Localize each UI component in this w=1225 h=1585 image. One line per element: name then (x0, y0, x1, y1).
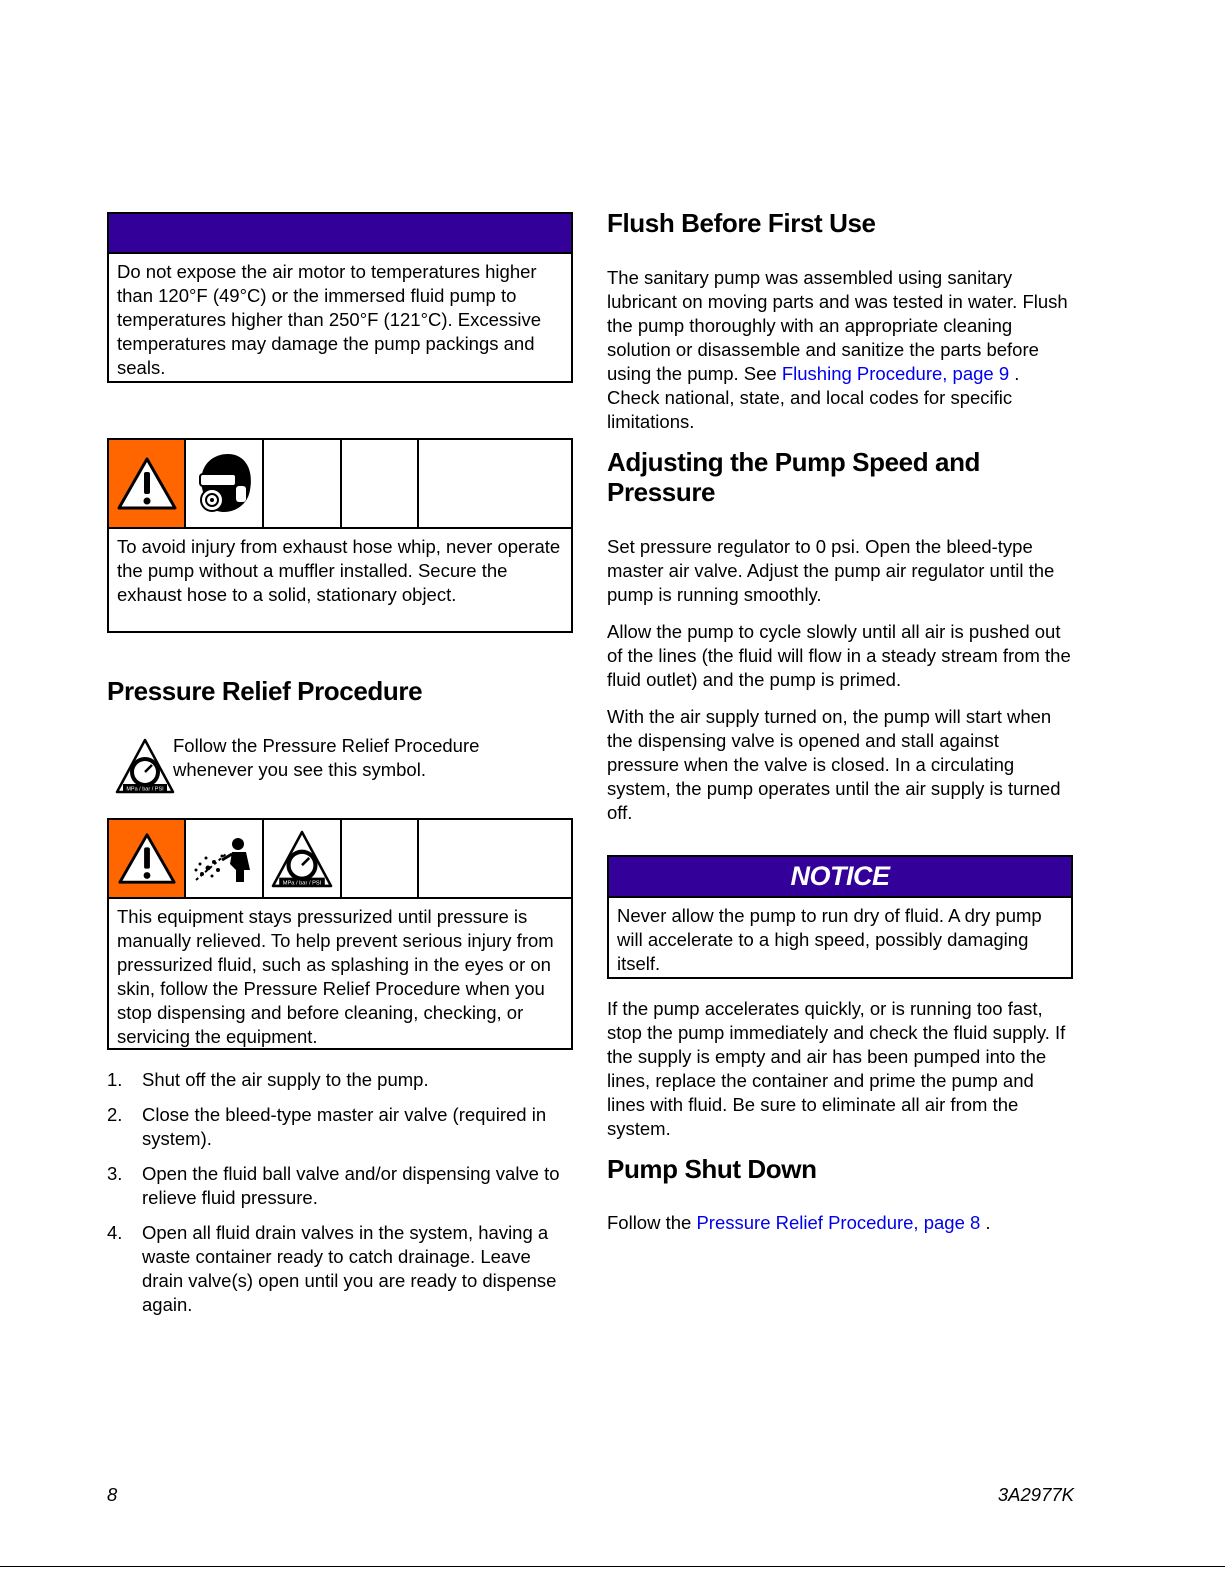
respirator-cell (186, 440, 264, 527)
pressure-gauge-icon (270, 830, 334, 888)
accelerate-text: If the pump accelerates quickly, or is running too fast, stop the pump immediately and check the fluid supply. If the supply is empty and air has been pumped into the lines, replace the container and prime the pump and lines with fluid. Be sure to eliminate all air from the system. (607, 998, 1066, 1139)
exhaust-warning-box (107, 438, 573, 633)
document-code: 3A2977K (997, 1484, 1074, 1505)
caution-text: Do not expose the air motor to temperatures higher than 120°F (49°C) or the immersed fluid pump to temperatures higher than 250°F (121°C). Excessive temperatures may damage the pump packings and seals. (117, 261, 542, 378)
empty-hazard-cell-4 (342, 820, 419, 897)
list-item (107, 1162, 573, 1210)
flush-text (607, 266, 1073, 434)
pressure-relief-symbol-icon (115, 738, 175, 794)
list-item (107, 1221, 573, 1317)
page-number: 8 (107, 1484, 118, 1505)
adjusting-paragraph-3: With the air supply turned on, the pump will start when the dispensing valve is opened and stall against pressure when the valve is closed. In a circulating system, the pump operates until the air supply is turned off. (607, 706, 1061, 823)
empty-hazard-cell-3 (419, 440, 571, 527)
flush-heading: Flush Before First Use (607, 208, 876, 238)
adjusting-paragraph-2: Allow the pump to cycle slowly until all air is pushed out of the lines (the fluid will flow in a steady stream from the fluid outlet) and the pump is primed. (607, 621, 1071, 690)
pressure-relief-link[interactable]: Pressure Relief Procedure, page 8 (696, 1212, 981, 1233)
step-number: 4. (107, 1222, 123, 1243)
hazard-icon-row-2 (109, 820, 571, 899)
flush-text-after: . Check national, state, and local codes for specific limitations. (607, 363, 1020, 432)
flush-text-before: The sanitary pump was assembled using sanitary lubricant on moving parts and was tested in water. Flush the pump thoroughly with an appropriate cleaning solution or disassemble and sanitize the parts before using the pump. See (607, 267, 1068, 384)
pressurized-warning-text: This equipment stays pressurized until pressure is manually relieved. To help prevent serious injury from pressurized fluid, such as splashing in the eyes or on skin, follow the Pressure Relief Procedure when you stop dispensing and before cleaning, checking, or servicing the equipment. (117, 906, 554, 1047)
adjusting-heading: Adjusting the Pump Speed and Pressure (607, 447, 981, 507)
splash-injury-cell (186, 820, 264, 897)
list-item (107, 1068, 573, 1092)
gauge-caption: MPa / bar / PSI (282, 879, 322, 886)
pressure-relief-heading: Pressure Relief Procedure (107, 676, 423, 706)
splash-injury-icon (192, 834, 256, 884)
shutdown-text-after: . (980, 1212, 991, 1233)
step-text: Open the fluid ball valve and/or dispensing valve to relieve fluid pressure. (142, 1163, 560, 1208)
hazard-icon-row (109, 440, 571, 529)
empty-hazard-cell-2 (342, 440, 419, 527)
step-number: 1. (107, 1069, 123, 1090)
flushing-procedure-link[interactable]: Flushing Procedure, page 9 (781, 363, 1010, 384)
empty-hazard-cell-1 (264, 440, 342, 527)
step-text: Close the bleed-type master air valve (required in system). (142, 1104, 547, 1149)
exhaust-warning-text: To avoid injury from exhaust hose whip, never operate the pump without a muffler installed. Secure the exhaust hose to a solid, stationary object. (117, 536, 561, 605)
pump-shutdown-heading: Pump Shut Down (607, 1154, 817, 1184)
step-text: Shut off the air supply to the pump. (142, 1069, 429, 1090)
notice-header-bar (609, 857, 1071, 898)
pressure-relief-symbol-text: Follow the Pressure Relief Procedure whenever you see this symbol. (173, 735, 480, 780)
warning-triangle-icon (117, 831, 177, 887)
caution-header-bar (109, 214, 571, 254)
caution-box (107, 212, 573, 383)
notice-title: NOTICE (790, 861, 890, 891)
notice-box (607, 855, 1073, 979)
pressurized-warning-box (107, 818, 573, 1050)
respirator-hearing-icon (192, 448, 256, 520)
notice-text: Never allow the pump to run dry of fluid. A dry pump will accelerate to a high speed, possibly damaging itself. (617, 905, 1042, 974)
warning-triangle-cell-2 (109, 820, 186, 897)
adjusting-paragraph-1: Set pressure regulator to 0 psi. Open the bleed-type master air valve. Adjust the pump air regulator until the pump is running smoothly. (607, 536, 1055, 605)
step-number: 3. (107, 1163, 123, 1184)
shutdown-text-before: Follow the (607, 1212, 697, 1233)
step-number: 2. (107, 1104, 123, 1125)
warning-triangle-icon (116, 456, 178, 512)
symbol-caption: MPa / bar / PSI (126, 786, 164, 793)
bottom-rule (0, 1566, 1225, 1567)
shutdown-text (607, 1211, 1073, 1235)
pressure-relief-steps (107, 1068, 573, 1328)
step-text: Open all fluid drain valves in the system, having a waste container ready to catch drainage. Leave drain valve(s) open until you are ready to dispense again. (142, 1222, 557, 1315)
warning-triangle-cell (109, 440, 186, 527)
pressure-gauge-cell (264, 820, 342, 897)
list-item (107, 1103, 573, 1151)
empty-hazard-cell-5 (419, 820, 571, 897)
